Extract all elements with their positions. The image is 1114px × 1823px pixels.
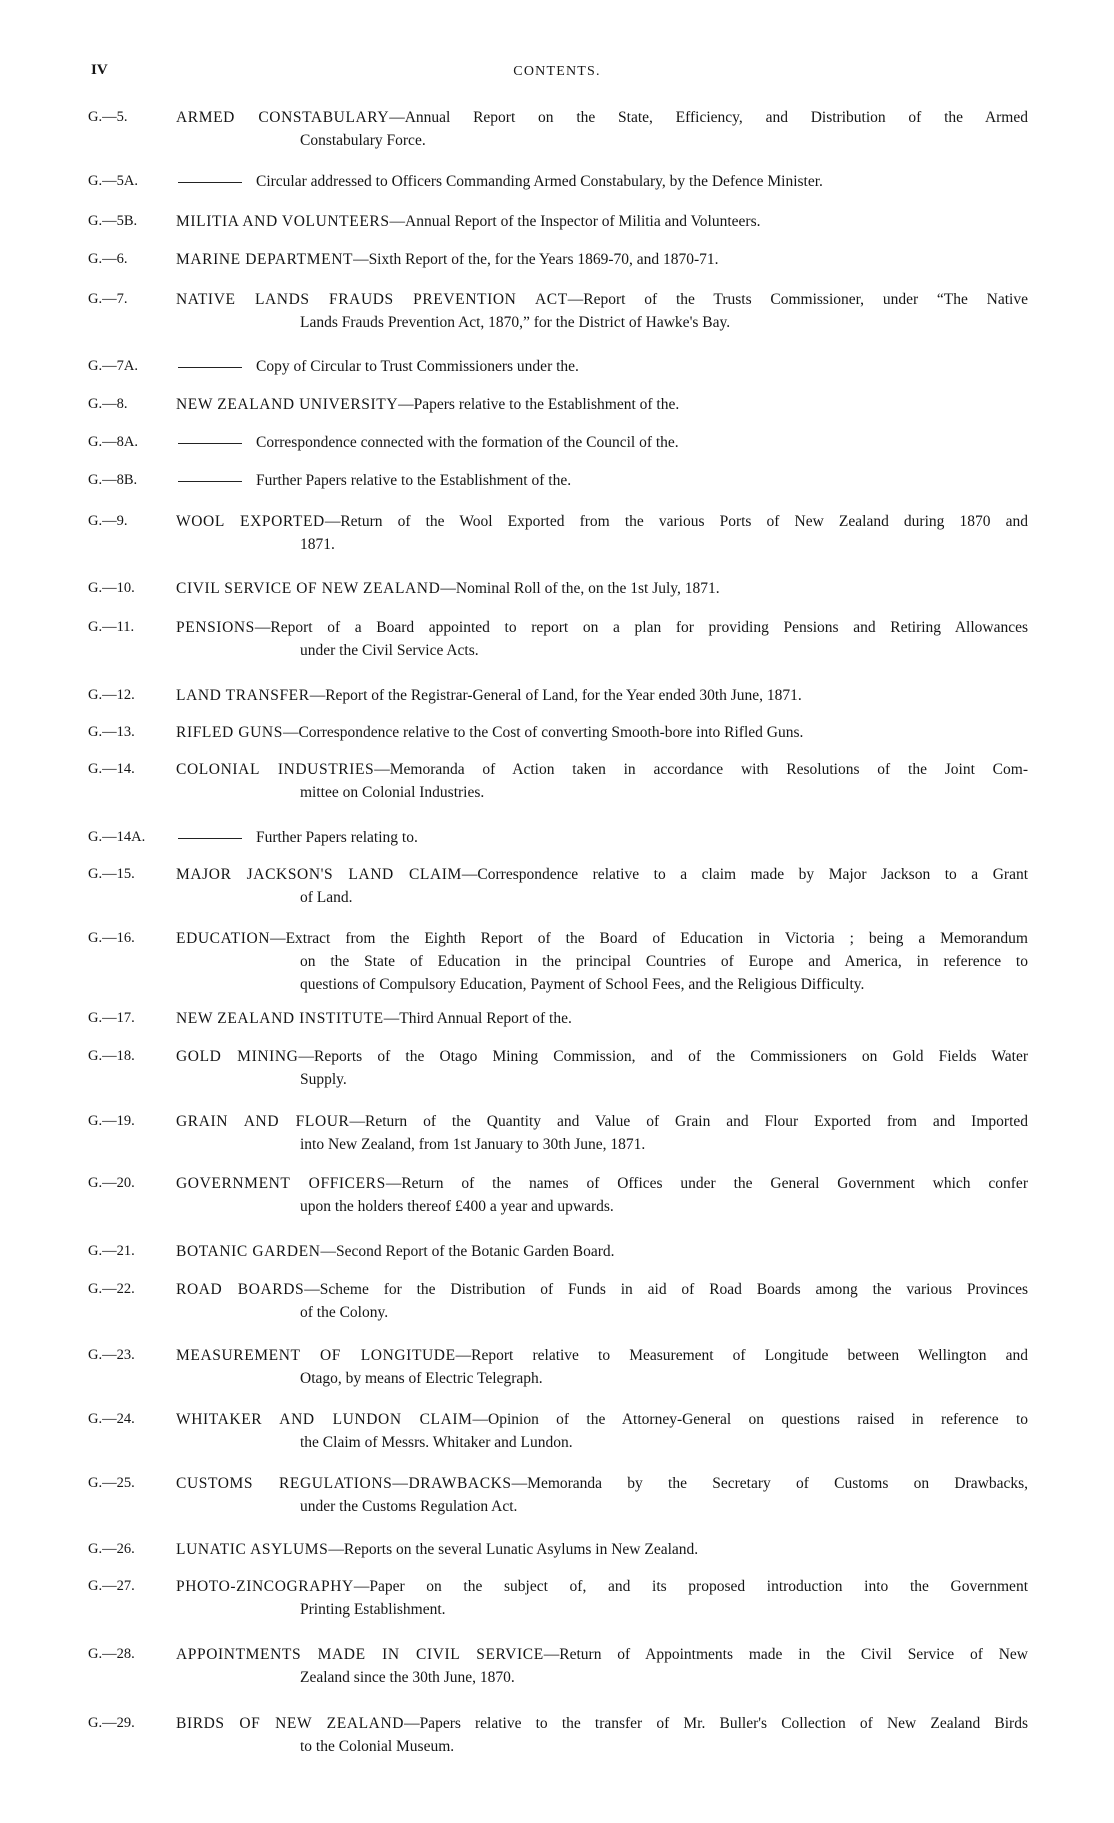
entry-code: G.—25. bbox=[88, 1475, 135, 1491]
entry-separator: — bbox=[353, 251, 369, 268]
entry-code: G.—7A. bbox=[88, 358, 138, 374]
entry-separator: — bbox=[461, 866, 478, 883]
entry-first-line bbox=[176, 863, 1028, 886]
entry-heading: ROAD BOARDS bbox=[176, 1281, 305, 1298]
entry-description: Annual Report on the State, Efficiency, and Distribution of the Armed bbox=[404, 109, 1028, 126]
entry-code: G.—27. bbox=[88, 1578, 135, 1594]
entry-separator: — bbox=[328, 1541, 344, 1558]
entry-description: Circular addressed to Officers Commanding Armed Constabulary, by the Defence Minister. bbox=[256, 173, 823, 190]
entry-code: G.—22. bbox=[88, 1281, 135, 1297]
entry-heading: MARINE DEPARTMENT bbox=[176, 251, 354, 268]
entry-first-line bbox=[176, 577, 1028, 600]
entry-code: G.—14. bbox=[88, 761, 135, 777]
entry-first-line bbox=[176, 288, 1028, 311]
entry-description: Papers relative to the Establishment of the. bbox=[413, 396, 680, 413]
entry-description: Report of a Board appointed to report on a plan for providing Pensions and Retiring Allowances bbox=[270, 619, 1028, 636]
entry-code: G.—8A. bbox=[88, 434, 138, 450]
entry-separator: — bbox=[353, 1578, 370, 1595]
entry-separator: — bbox=[349, 1113, 365, 1130]
entry-first-line bbox=[176, 1344, 1028, 1367]
entry-continuation: Otago, by means of Electric Telegraph. bbox=[300, 1370, 543, 1387]
entry-description: Report of the Trusts Commissioner, under “The Native bbox=[583, 291, 1028, 308]
entry-first-line bbox=[176, 469, 1028, 492]
entry-description: Report relative to Measurement of Longitude between Wellington and bbox=[471, 1347, 1028, 1364]
entry-first-line bbox=[176, 248, 1028, 271]
entry-code: G.—16. bbox=[88, 930, 135, 946]
entry-first-line bbox=[176, 721, 1028, 744]
entry-heading: CUSTOMS REGULATIONS—DRAWBACKS bbox=[176, 1475, 512, 1492]
entry-first-line bbox=[176, 431, 1028, 454]
entry-continuation: under the Civil Service Acts. bbox=[300, 642, 479, 659]
entry-code: G.—6. bbox=[88, 251, 128, 267]
entry-description: Nominal Roll of the, on the 1st July, 1871. bbox=[455, 580, 720, 597]
entry-description: Copy of Circular to Trust Commissioners under the. bbox=[256, 358, 579, 375]
entry-code: G.—15. bbox=[88, 866, 135, 882]
entry-heading: GOVERNMENT OFFICERS bbox=[176, 1175, 386, 1192]
entry-description: Correspondence connected with the formation of the Council of the. bbox=[256, 434, 679, 451]
entry-body bbox=[176, 1045, 1028, 1091]
entry-description: Reports of the Otago Mining Commission, and of the Commissioners on Gold Fields Water bbox=[313, 1048, 1028, 1065]
entry-body bbox=[176, 577, 1028, 600]
entry-first-line bbox=[176, 826, 1028, 849]
entry-body bbox=[176, 1643, 1028, 1689]
entry-first-line bbox=[176, 1110, 1028, 1133]
entry-separator: — bbox=[455, 1347, 472, 1364]
entry-body bbox=[176, 863, 1028, 909]
entry-continuation: upon the holders thereof £400 a year and upwards. bbox=[300, 1198, 614, 1215]
entry-separator: — bbox=[389, 109, 405, 126]
entry-separator: — bbox=[282, 724, 299, 741]
entry-heading: MEASUREMENT OF LONGITUDE bbox=[176, 1347, 456, 1364]
entry-continuation: into New Zealand, from 1st January to 30th June, 1871. bbox=[300, 1136, 646, 1153]
entry-heading: BIRDS OF NEW ZEALAND bbox=[176, 1715, 405, 1732]
entry-body bbox=[176, 1344, 1028, 1390]
entry-heading: NATIVE LANDS FRAUDS PREVENTION ACT bbox=[176, 291, 568, 308]
entry-heading: LAND TRANSFER bbox=[176, 687, 310, 704]
entry-continuation: to the Colonial Museum. bbox=[300, 1738, 455, 1755]
entry-first-line bbox=[176, 1643, 1028, 1666]
entry-description: Return of the Quantity and Value of Grain and Flour Exported from and Imported bbox=[364, 1113, 1029, 1130]
ditto-rule bbox=[178, 481, 242, 482]
running-head: CONTENTS. bbox=[513, 64, 601, 79]
entry-separator: — bbox=[543, 1646, 560, 1663]
entry-code: G.—20. bbox=[88, 1175, 135, 1191]
entry-separator: — bbox=[404, 1715, 420, 1732]
entry-first-line bbox=[176, 1240, 1028, 1263]
entry-description: Second Report of the Botanic Garden Board. bbox=[336, 1243, 615, 1260]
entry-first-line bbox=[176, 684, 1028, 707]
entry-body bbox=[176, 721, 1028, 744]
entry-heading: PENSIONS bbox=[176, 619, 255, 636]
entry-separator: — bbox=[383, 1010, 400, 1027]
entry-body bbox=[176, 1538, 1028, 1561]
entry-separator: — bbox=[320, 1243, 337, 1260]
ditto-rule bbox=[178, 367, 242, 368]
entry-description: Further Papers relating to. bbox=[256, 829, 418, 846]
entry-heading: MAJOR JACKSON'S LAND CLAIM bbox=[176, 866, 462, 883]
entry-first-line bbox=[176, 1712, 1028, 1735]
entry-description: Memoranda of Action taken in accordance with Resolutions of the Joint Com- bbox=[389, 761, 1028, 778]
entry-code: G.—29. bbox=[88, 1715, 135, 1731]
entry-separator: — bbox=[309, 687, 326, 704]
entry-continuation: under the Customs Regulation Act. bbox=[300, 1498, 518, 1515]
entry-description: Memoranda by the Secretary of Customs on Drawbacks, bbox=[527, 1475, 1028, 1492]
entry-separator: — bbox=[385, 1175, 402, 1192]
entry-continuation: of the Colony. bbox=[300, 1304, 389, 1321]
entry-continuation: Supply. bbox=[300, 1071, 347, 1088]
entry-description: Annual Report of the Inspector of Militia and Volunteers. bbox=[405, 213, 761, 230]
entry-code: G.—17. bbox=[88, 1010, 135, 1026]
entry-body bbox=[176, 469, 1028, 492]
entry-heading: WHITAKER AND LUNDON CLAIM bbox=[176, 1411, 473, 1428]
entry-code: G.—12. bbox=[88, 687, 135, 703]
entry-body bbox=[176, 1712, 1028, 1758]
page-header bbox=[0, 62, 1114, 86]
entry-heading: MILITIA AND VOLUNTEERS bbox=[176, 213, 390, 230]
entry-heading: CIVIL SERVICE OF NEW ZEALAND bbox=[176, 580, 441, 597]
entry-separator: — bbox=[472, 1411, 489, 1428]
entry-continuation: of Land. bbox=[300, 889, 353, 906]
entry-body bbox=[176, 927, 1028, 996]
entry-first-line bbox=[176, 1408, 1028, 1431]
entry-body bbox=[176, 510, 1028, 556]
entry-heading: GOLD MINING bbox=[176, 1048, 299, 1065]
entry-heading: LUNATIC ASYLUMS bbox=[176, 1541, 329, 1558]
entry-code: G.—19. bbox=[88, 1113, 135, 1129]
entry-code: G.—18. bbox=[88, 1048, 135, 1064]
entry-code: G.—8B. bbox=[88, 472, 138, 488]
entry-separator: — bbox=[270, 930, 286, 947]
entry-code: G.—10. bbox=[88, 580, 135, 596]
entry-continuation: questions of Compulsory Education, Payment of School Fees, and the Religious Difficulty. bbox=[300, 976, 865, 993]
entry-description: Return of Appointments made in the Civil Service of New bbox=[559, 1646, 1028, 1663]
entry-code: G.—7. bbox=[88, 291, 128, 307]
entry-body bbox=[176, 616, 1028, 662]
entry-code: G.—5B. bbox=[88, 213, 138, 229]
entry-first-line bbox=[176, 1538, 1028, 1561]
entry-heading: GRAIN AND FLOUR bbox=[176, 1113, 350, 1130]
entry-code: G.—26. bbox=[88, 1541, 135, 1557]
entry-separator: — bbox=[389, 213, 406, 230]
entry-first-line bbox=[176, 1278, 1028, 1301]
entry-first-line bbox=[176, 1575, 1028, 1598]
entry-first-line bbox=[176, 758, 1028, 781]
entry-description: Extract from the Eighth Report of the Board of Education in Victoria ; being a Memorandum bbox=[285, 930, 1028, 947]
entry-separator: — bbox=[254, 619, 271, 636]
entry-continuation: 1871. bbox=[300, 536, 335, 553]
entry-body bbox=[176, 1110, 1028, 1156]
entry-first-line bbox=[176, 393, 1028, 416]
entry-body bbox=[176, 170, 1028, 193]
entry-heading: BOTANIC GARDEN bbox=[176, 1243, 321, 1260]
entry-heading: APPOINTMENTS MADE IN CIVIL SERVICE bbox=[176, 1646, 544, 1663]
entry-body bbox=[176, 1007, 1028, 1030]
entry-heading: NEW ZEALAND UNIVERSITY bbox=[176, 396, 399, 413]
entry-heading: NEW ZEALAND INSTITUTE bbox=[176, 1010, 384, 1027]
entry-description: Opinion of the Attorney-General on questions raised in reference to bbox=[488, 1411, 1028, 1428]
entry-description: Third Annual Report of the. bbox=[399, 1010, 572, 1027]
entry-body bbox=[176, 1408, 1028, 1454]
entry-body bbox=[176, 1278, 1028, 1324]
entry-description: Return of the Wool Exported from the various Ports of New Zealand during 1870 and bbox=[340, 513, 1028, 530]
ditto-rule bbox=[178, 443, 242, 444]
entry-heading: EDUCATION bbox=[176, 930, 271, 947]
entry-first-line bbox=[176, 927, 1028, 950]
entry-body bbox=[176, 1240, 1028, 1263]
entry-description: Papers relative to the transfer of Mr. Buller's Collection of New Zealand Birds bbox=[419, 1715, 1028, 1732]
entry-code: G.—21. bbox=[88, 1243, 135, 1259]
entry-body bbox=[176, 1472, 1028, 1518]
entry-first-line bbox=[176, 1045, 1028, 1068]
entry-separator: — bbox=[304, 1281, 320, 1298]
entry-first-line bbox=[176, 510, 1028, 533]
entry-body bbox=[176, 1172, 1028, 1218]
entry-heading: ARMED CONSTABULARY bbox=[176, 109, 390, 126]
entry-code: G.—5. bbox=[88, 109, 128, 125]
entry-code: G.—11. bbox=[88, 619, 135, 635]
entry-continuation: mittee on Colonial Industries. bbox=[300, 784, 485, 801]
entry-heading: COLONIAL INDUSTRIES bbox=[176, 761, 375, 778]
entry-code: G.—23. bbox=[88, 1347, 135, 1363]
entry-body bbox=[176, 288, 1028, 334]
entry-separator: — bbox=[398, 396, 414, 413]
entry-first-line bbox=[176, 106, 1028, 129]
entry-continuation: Lands Frauds Prevention Act, 1870,” for the District of Hawke's Bay. bbox=[300, 314, 731, 331]
entry-body bbox=[176, 355, 1028, 378]
entry-body bbox=[176, 1575, 1028, 1621]
entry-body bbox=[176, 758, 1028, 804]
page-number: IV bbox=[91, 62, 108, 78]
entry-description: Sixth Report of the, for the Years 1869-70, and 1870-71. bbox=[368, 251, 719, 268]
entry-description: Return of the names of Offices under the General Government which confer bbox=[401, 1175, 1028, 1192]
entry-separator: — bbox=[511, 1475, 528, 1492]
entry-heading: WOOL EXPORTED bbox=[176, 513, 325, 530]
entry-code: G.—8. bbox=[88, 396, 128, 412]
entry-description: Reports on the several Lunatic Asylums in New Zealand. bbox=[343, 1541, 699, 1558]
entry-continuation: the Claim of Messrs. Whitaker and Lundon. bbox=[300, 1434, 573, 1451]
entry-continuation: Printing Establishment. bbox=[300, 1601, 446, 1618]
entry-description: Further Papers relative to the Establishment of the. bbox=[256, 472, 572, 489]
entry-continuation: Zealand since the 30th June, 1870. bbox=[300, 1669, 515, 1686]
entry-code: G.—24. bbox=[88, 1411, 135, 1427]
entry-separator: — bbox=[374, 761, 390, 778]
entry-first-line bbox=[176, 1007, 1028, 1030]
entry-separator: — bbox=[298, 1048, 314, 1065]
entry-heading: RIFLED GUNS bbox=[176, 724, 283, 741]
entry-description: Correspondence relative to the Cost of converting Smooth-bore into Rifled Guns. bbox=[298, 724, 804, 741]
entry-first-line bbox=[176, 616, 1028, 639]
entry-separator: — bbox=[567, 291, 584, 308]
ditto-rule bbox=[178, 182, 242, 183]
entry-continuation: Constabulary Force. bbox=[300, 132, 426, 149]
entry-description: Report of the Registrar-General of Land, for the Year ended 30th June, 1871. bbox=[325, 687, 802, 704]
entry-first-line bbox=[176, 210, 1028, 233]
entry-body bbox=[176, 248, 1028, 271]
entry-code: G.—13. bbox=[88, 724, 135, 740]
entry-first-line bbox=[176, 355, 1028, 378]
entry-first-line bbox=[176, 1472, 1028, 1495]
entry-first-line bbox=[176, 170, 1028, 193]
entry-body bbox=[176, 106, 1028, 152]
entry-body bbox=[176, 431, 1028, 454]
entry-code: G.—14A. bbox=[88, 829, 146, 845]
entry-heading: PHOTO-ZINCOGRAPHY bbox=[176, 1578, 354, 1595]
entry-code: G.—9. bbox=[88, 513, 128, 529]
entry-continuation: on the State of Education in the principal Countries of Europe and America, in reference to bbox=[300, 953, 1028, 970]
entry-description: Scheme for the Distribution of Funds in aid of Road Boards among the various Provinces bbox=[319, 1281, 1028, 1298]
entry-body bbox=[176, 393, 1028, 416]
entry-code: G.—28. bbox=[88, 1646, 135, 1662]
entry-description: Paper on the subject of, and its proposed introduction into the Government bbox=[369, 1578, 1028, 1595]
entry-body bbox=[176, 684, 1028, 707]
entry-description: Correspondence relative to a claim made by Major Jackson to a Grant bbox=[477, 866, 1029, 883]
entry-separator: — bbox=[440, 580, 456, 597]
entry-body bbox=[176, 826, 1028, 849]
entry-code: G.—5A. bbox=[88, 173, 138, 189]
entry-separator: — bbox=[324, 513, 341, 530]
ditto-rule bbox=[178, 838, 242, 839]
entry-first-line bbox=[176, 1172, 1028, 1195]
entry-body bbox=[176, 210, 1028, 233]
